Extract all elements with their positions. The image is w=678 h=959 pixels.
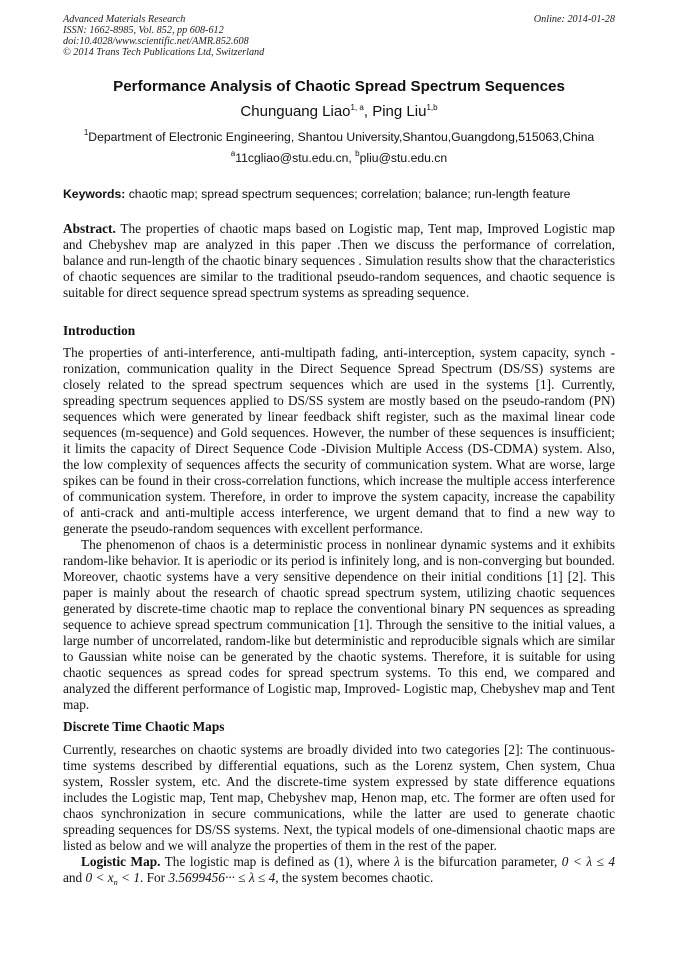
email-a-sup: a (230, 149, 236, 158)
affiliation-sup: 1 (83, 128, 89, 137)
email-b-sup: b (355, 149, 360, 158)
author-list (0, 103, 678, 120)
logistic-and: and (63, 870, 86, 885)
logistic-map-paragraph (63, 854, 615, 886)
author-emails (0, 151, 678, 165)
doi-line: doi:10.4028/www.scientific.net/AMR.852.608 (63, 36, 249, 47)
chaotic-range: 3.5699456··· ≤ λ ≤ 4 (168, 870, 276, 885)
email-a: 11cgliao@stu.edu.cn (235, 151, 349, 165)
logistic-text-d: , the system becomes chaotic. (275, 870, 434, 885)
xn-subscript: n (113, 878, 118, 887)
dtcm-section (63, 742, 615, 886)
author-1-name: Chunguang Liao (240, 103, 351, 120)
author-2-sup: 1,b (426, 103, 438, 112)
email-separator: , (348, 151, 356, 165)
paper-title: Performance Analysis of Chaotic Spread Spectrum Sequences (113, 78, 565, 95)
affiliation (0, 130, 678, 144)
journal-name: Advanced Materials Research (63, 14, 186, 25)
copyright-line: © 2014 Trans Tech Publications Ltd, Switzerland (63, 47, 265, 58)
online-date: Online: 2014-01-28 (533, 14, 615, 25)
dtcm-paragraph-1: Currently, researches on chaotic systems are broadly divided into two categories [2]: The continuous-time systems described by differential equations, such as the Lorenz system, Chen system, Chua system, Rossler system, etc. And the discrete-time system expressed by state difference equations includes the Logistic map, Tent map, Chebyshev map, Henon map, etc. The former are often used for chaos synchronization in secure communications, while the latter are used to generate chaotic spreading sequences for DS/SS systems. Next, the typical models of one-dimensional chaotic maps are listed as below and we will analyze the properties of them in the rest of the paper. (63, 742, 615, 853)
issn-line: ISSN: 1662-8985, Vol. 852, pp 608-612 (63, 25, 224, 36)
keywords-text: chaotic map; spread spectrum sequences; correlation; balance; run-length feature (125, 187, 571, 201)
abstract (63, 221, 615, 301)
logistic-text-c: . For (139, 870, 169, 885)
intro-paragraph-1: The properties of anti-interference, anti-multipath fading, anti-interception, system capacity, synch -ronization, communication quality in the Direct Sequence Spread Spectrum (DS/SS) systems are closely related to the spread spectrum sequences which are used in the systems [1]. Currently, spreading spectrum sequences applied to DS/SS system are mostly based on the pseudo-random (PN) sequences which were generated by linear feedback shift register, such as the maximal linear code sequences (m-sequence) and Gold sequences. However, the number of these sequences is insufficient; it limits the capacity of Direct Sequence Code -Division Multiple Access (DS-CDMA) system. Also, the low complexity of sequences affects the security of communication system. What are worse, large spikes can be found in their cross-correlation functions, which increase the multiple access interference of communication system. Therefore, in order to improve the system capacity, increase the capability of anti-crack and anti-multiple access interference, we urgent demand that to find a new way to generate the pseudo-random sequences with excellent performance. (63, 345, 615, 536)
affiliation-text: Department of Electronic Engineering, Shantou University,Shantou,Guangdong,515063,China (88, 130, 595, 144)
abstract-text: The properties of chaotic maps based on Logistic map, Tent map, Improved Logistic map and Chebyshev map are analyzed in this paper .Then we discuss the performance of correlation, balance and run-length of the chaotic binary sequences . Simulation results show that the characteristics of chaotic sequences are similar to the traditional pseudo-random sequences, and chaotic sequence is suitable for direct sequence spread spectrum systems as spreading sequence. (63, 221, 616, 300)
intro-paragraph-2: The phenomenon of chaos is a deterministic process in nonlinear dynamic systems and it exhibits random-like behavior. It is aperiodic or its period is infinitely long, and is non-converging but bounded. Moreover, chaotic systems have a very sensitive dependence on their initial conditions [1] [2]. This paper is mainly about the research of chaotic spread spectrum system, utilizing chaotic sequences generated by discrete-time chaotic map to replace the conventional binary PN sequences as spreading sequence to achieve spread spectrum communication [1]. Through the sensitive to the initial values, a large number of uncorrelated, random-like but deterministic and reproducible signals which are similar to Gaussian white noise can be generated by the chaotic systems. Therefore, it is suitable for using chaotic sequences as spread codes for spread spectrum systems. To this end, we compared and analyzed the different performance of Logistic map, Improved- Logistic map, Chebyshev map and Tent map. (63, 537, 615, 712)
logistic-text-b: is the bifurcation parameter, (400, 854, 562, 869)
author-1-sup: 1, a (350, 103, 364, 112)
author-separator: , (363, 103, 373, 120)
keywords (63, 187, 615, 201)
abstract-label: Abstract. (63, 221, 116, 236)
lambda-range: 0 < λ ≤ 4 (561, 854, 615, 869)
author-2-name: Ping Liu (372, 103, 427, 120)
dtcm-heading: Discrete Time Chaotic Maps (63, 719, 225, 734)
introduction-section (63, 345, 615, 713)
email-b: pliu@stu.edu.cn (359, 151, 448, 165)
logistic-text-a: The logistic map is defined as (1), where (160, 854, 395, 869)
xn-range-a: 0 < x (85, 870, 114, 885)
introduction-heading: Introduction (63, 323, 136, 338)
xn-range-b: < 1 (117, 870, 140, 885)
keywords-label: Keywords: (63, 187, 126, 201)
journal-header (63, 14, 615, 58)
logistic-map-label: Logistic Map. (81, 854, 161, 869)
lambda-symbol: λ (394, 854, 401, 869)
